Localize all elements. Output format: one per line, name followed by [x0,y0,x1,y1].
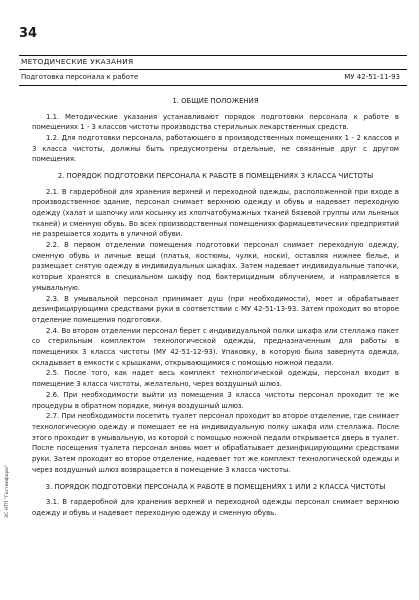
paragraph-2-7: 2.7. При необходимости посетить туалет персонал проходит во второе отделение, где снимает технологическую одежду и помещает ее на индивидуальную полку шкафа или стеллажа. После этого проходит в умывальную, из которой с помощью ножной педали открывается дверь в туалет. После посещения туалета персонал вновь моет и обрабатывает дезинфицирующими средствами руки. Затем проходит во второе отделение, надевает тот же комплект технологической одежды и через воздушный шлюз возвращается в помещение 3 класса чистоты. [32,412,399,474]
header-rule-top [19,55,407,56]
publisher-side-mark: ЗС НТП "Гостинформ" [5,465,10,518]
paragraph-1-1: 1.1. Методические указания устанавливают порядок подготовки персонала к работе в помещениях 1 - 3 классов чистоты производства стерильных лекарственных средств. [32,112,399,132]
paragraph-2-3: 2.3. В умывальной персонал принимает душ (при необходимости), моет и обрабатывает дезинфицирующими средствами руки в соответствии с МУ 42-51-13-93. Затем проходит во второе отделение помещения подготовки. [32,294,399,324]
paragraph-2-2: 2.2. В первом отделении помещения подготовки персонал снимает переходную одежду, сменную обувь и личные вещи (платья, костюмы, чулки, носки), оставляя нижнее белье, и размещает снятую одежду в индивидуальных шкафах. Затем надевает индивидуальные тапочки, которые хранятся в специальном шкафу под бактерицидным облучением, и направляется в умывальную. [32,241,399,292]
paragraph-1-2: 1.2. Для подготовки персонала, работающего в производственных помещениях 1 - 2 классов и 3 класса чистоты, должны быть предусмотрены отдельные, не связанные друг с другом помещения. [32,133,399,164]
document-body [32,92,399,518]
header-rule-bottom [19,85,407,86]
section-1-title: 1. ОБЩИЕ ПОЛОЖЕНИЯ [172,97,259,105]
document-code: МУ 42-51-11-93 [344,73,400,81]
header-rule-middle [19,69,407,70]
page-number: 34 [19,26,38,41]
paragraph-2-1: 2.1. В гардеробной для хранения верхней и переходной одежды, расположенной при входе в производственное здание, персонал снимает верхнюю одежду и обувь и надевает переходную одежду (халат и шапочку или косынку из хлопчатобумажных тканей бязевой группы или льняных тканей) и сменную обувь. Во всех производственных помещениях фармацевтических предприятий не разрешается ходить в уличной обуви. [32,187,399,239]
paragraph-2-6: 2.6. При необходимости выйти из помещения 3 класса чистоты персонал проходит те же процедуры в обратном порядке, минуя воздушный шлюз. [32,390,399,410]
section-3-title: 3. ПОРЯДОК ПОДГОТОВКИ ПЕРСОНАЛА К РАБОТЕ В ПОМЕЩЕНИЯХ 1 ИЛИ 2 КЛАССА ЧИСТОТЫ [45,482,386,491]
section-2-title: 2. ПОРЯДОК ПОДГОТОВКИ ПЕРСОНАЛА К РАБОТЕ В ПОМЕЩЕНИЯХ 3 КЛАССА ЧИСТОТЫ [57,172,374,181]
document-title: Подготовка персонала к работе [21,73,139,81]
paragraph-2-5: 2.5. После того, как надет весь комплект технологической одежды, персонал входит в помещение 3 класса чистоты, желательно, через воздушный шлюз. [32,369,399,389]
document-type-label: МЕТОДИЧЕСКИЕ УКАЗАНИЯ [21,57,134,66]
paragraph-3-1: 3.1. В гардеробной для хранения верхней и переходной одежды персонал снимает верхнюю одежду и обувь и надевает переходную одежду и сменную обувь. [32,498,399,517]
paragraph-2-4: 2.4. Во втором отделении персонал берет с индивидуальной полки шкафа или стеллажа пакет со стерильным комплектом технологической одежды, предназначенным для работы в помещениях 3 класса чистоты (МУ 42-51-12-93). Упаковку, в которую была завернута одежда, складывает в емкости с крышками, открывающимися с помощью ножной педали. [32,326,399,367]
